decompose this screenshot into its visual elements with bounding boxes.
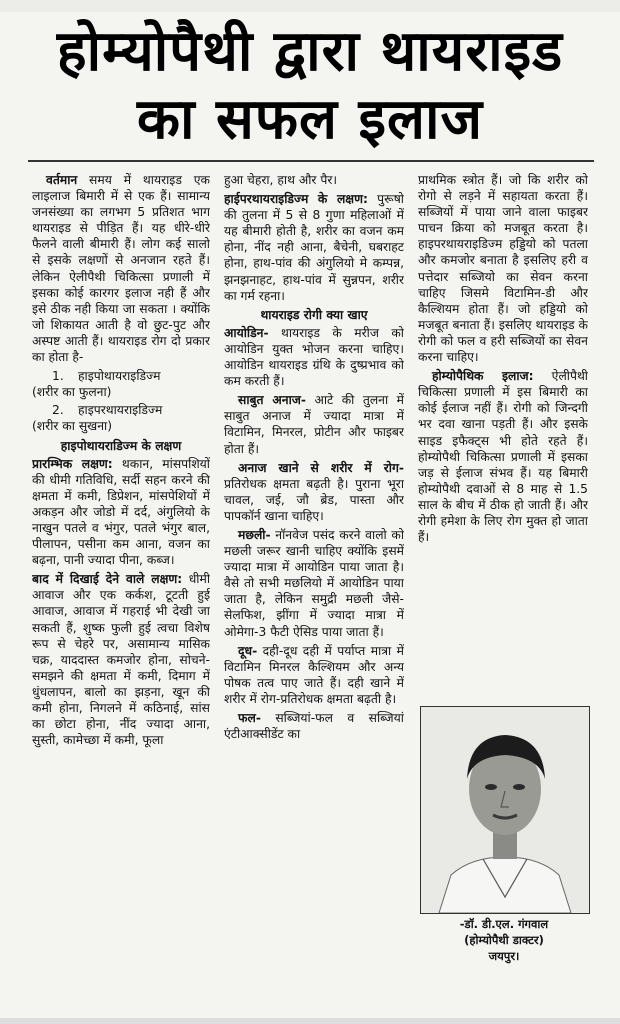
diet-heading: थायराइड रोगी क्या खाए: [260, 307, 368, 322]
article-column-1: [32, 172, 210, 1020]
portrait-illustration: [421, 707, 589, 913]
type-1-desc: (शरीर का फुलना): [32, 385, 112, 400]
fruit-lead: फल-: [238, 711, 261, 725]
homeo-paragraph: [418, 368, 588, 545]
headline-line-2: का सफल इलाज: [136, 87, 484, 152]
iodine-text: थायराइड के मरीज को आयोडिन युक्त भोजन करना चाहिए। आयोडिन थायराइड ग्रंथि के दुष्प्रभाव को कम करती हैं।: [224, 325, 404, 389]
article-column-2: [224, 172, 404, 1020]
late-symptoms-paragraph: [32, 571, 210, 748]
headline: [0, 18, 620, 154]
fruit-text: सब्जियां-फल व सब्जियां एंटीआक्सीडेंट का: [224, 711, 404, 742]
hypo-heading: हाइपोथायराडिज्म के लक्षण: [60, 438, 182, 453]
doctor-name: -डॉ. डी.एल. गंगवाल: [459, 917, 549, 931]
early-text: थकान, मांसपशियों की धीमी गतिविधि, सर्दी सहन करने की क्षमता में कमी, डिप्रेशन, मांसपेशियों में अकड़न और जोडो में दर्द, अंगुलियो के नाखुन पतले व भंगुर, पतले भंगुर बाल, पीलापन, पसीना कम आना, वजन का बढ़ना, पानी ज्यादा पीना, कब्ज।: [32, 456, 210, 568]
immunity-lead: अनाज खाने से शरीर में रोग-: [238, 460, 404, 475]
late-lead: बाद में दिखाई देने वाले लक्षण:: [32, 572, 183, 587]
type-2-name: हाइपरथायराइडिज्म: [78, 403, 163, 418]
late-text: धीमी आवाज और एक कर्कश, टूटती हुई आवाज, आवाज में गहराई भी देखी जा सकती हैं, शुष्क फुली हुई त्वचा विशेष रूप से चेहरे पर, असामान्य मासिक चक्र, याददास्त कमजोर होना, सोचने-समझने की क्षमता में कमी, दिमाग में धुंधलापन, बालो का झड़ना, खून की कमी होना, निगलने में कठिनाई, सांस का छोटा होना, नींद ज्यादा आना, सुस्ती, कामेच्छा में कमी, फूला: [32, 572, 210, 748]
hyper-lead: हाईपरथायराइडिज्म के लक्षण:: [224, 192, 368, 207]
hyper-text: पुरूषो की तुलना में 5 से 8 गुणा महिलाओं में यह बीमारी होती है, शरीर का वजन कम होना, नींद नही आना, बैचेनी, घबराहट होना, हाथ-पांव की अंगुलियो मे कम्पन्न, झनझनाहट, हाथ-पांव में सुन्नपन, शरीर का गर्म रहना।: [224, 192, 404, 303]
milk-text: दही-दूध दही में पर्याप्त मात्रा में विटामिन मिनरल कैल्शियम और अन्य पोषक तत्व पाए जाते हैं। दही खाने में शरीर में रोग-प्रतिरोधक क्षमता बढ़ती है।: [224, 643, 404, 706]
doctor-title: (होम्योपैथी डाक्टर): [464, 933, 544, 947]
type-2-number: 2.: [52, 403, 64, 418]
intro-lead: वर्तमान: [46, 173, 78, 187]
col3-continuation: प्राथमिक स्त्रोत हैं। जो कि शरीर को रोगो से लड़ने में सहायता करता हैं। सब्जियों में पाया जाने वाला फाइबर पाचन क्रिया को मजबूत करता है। हाइपरथायराइडिज्म हड्डियो को पतला और कमजोर बनाता है इसलिए हरी व पत्तेदार सब्जियो का सेवन करना चाहिए जिसमे विटामिन-डी और कैल्शियम होता हैं। जो हड्डियो को मजबूत बनाता हैं। इसलिए थायराइड के रोगी को फल व हरी सब्जियों का सेवन करना चाहिए।: [418, 173, 588, 365]
fruit-paragraph: [224, 710, 404, 742]
type-1-number: 1.: [52, 369, 64, 384]
fish-paragraph: [224, 527, 404, 640]
type-2-item: [32, 402, 210, 418]
iodine-paragraph: [224, 325, 404, 389]
grain-lead: साबुत अनाज-: [238, 393, 307, 408]
homeo-heading: होम्योपैथिक इलाज:: [432, 369, 534, 384]
early-symptoms-paragraph: [32, 456, 210, 569]
doctor-photo: [420, 706, 590, 914]
homeo-text: ऐलीपैथी चिकित्सा प्रणाली में इस बिमारी का कोई ईलाज नहीं हैं। रोगी को जिन्दगी भर दवा खाना पड़ती हैं। और इसके साइड इफैक्ट्स भी होते रहते हैं। होम्योपैथी चिकित्सा प्रणाली में इसका जड़ से ईलाज संभव हैं। यह बिमारी होम्योपैथी दवाओं से 8 माह से 1.5 साल के बीच में ठीक हो जाती हैं। और रोगी हमेशा के लिए रोग मुक्त हो जाता हैं।: [418, 369, 588, 545]
fish-lead: मछली-: [238, 527, 271, 542]
milk-lead: दूध-: [238, 643, 258, 658]
milk-paragraph: [224, 643, 404, 707]
photo-caption: [420, 916, 588, 964]
type-2-desc: (शरीर का सुखना): [32, 419, 113, 434]
grain-text: आटे की तुलना में साबुत अनाज में ज्यादा मात्रा में विटामिन, मिनरल, प्रोटीन और फाइबर होता हैं।: [224, 393, 404, 456]
intro-paragraph: [32, 172, 210, 365]
immunity-text: प्रतिरोधक क्षमता बढ़ती है। पुराना भूरा चावल, जई, जौ ब्रेड, पास्ता और पापकॉर्न खाना चाहिए।: [224, 476, 404, 523]
doctor-city: जयपुर।: [488, 949, 520, 963]
immunity-paragraph: [224, 460, 404, 524]
fish-text: नॉनवेज पसंद करने वालो को मछली जरूर खानी चाहिए क्योंकि इसमें ज्यादा मात्रा में आयोडिन पाया जाता है। वैसे तो सभी मछलियो में आयोडिन पाया जाता है, लेकिन समुद्री मछली जैसे- सेलफिश, झींगा में ज्यादा मात्रा में ओमेगा-3 फैटी ऐसिड पाया जाता हैं।: [224, 527, 404, 639]
early-lead: प्रारम्भिक लक्षण:: [32, 456, 113, 471]
intro-text: समय में थायराइड एक लाइलाज बिमारी में से एक हैं। सामान्य जनसंख्या का लगभग 5 प्रतिशत भाग थायराइड से पीड़ित हैं। यह धीरे-धीरे फैलने वाली बीमारी हैं। लोग कई सालो से इसके लक्षणों से अनजान रहते हैं। लेकिन ऐलीपैथी चिकित्सा प्रणाली में इसका कोई कारगर इलाज नही हैं और इसे ठीक नही किया जा सकता । क्योंकि जो शिकायत आती है वो छुट-पुट और अस्पष्ट आती हैं। थायराइड रोग दो प्रकार का होता है-: [32, 173, 210, 365]
top-edge-strip: [0, 0, 620, 12]
col2-continuation: हुआ चेहरा, हाथ और पैर।: [224, 173, 338, 187]
iodine-lead: आयोडिन-: [224, 325, 269, 340]
grain-paragraph: [224, 392, 404, 456]
article-column-3: [418, 172, 588, 702]
bottom-edge-strip: [0, 1018, 620, 1024]
headline-line-1: होम्योपैथी द्वारा थायराइड: [56, 19, 564, 84]
type-1-name: हाइपोथायराइडिज्म: [78, 369, 161, 384]
headline-rule: [28, 160, 594, 162]
hyper-symptoms-paragraph: [224, 191, 404, 304]
type-1-item: [32, 368, 210, 384]
